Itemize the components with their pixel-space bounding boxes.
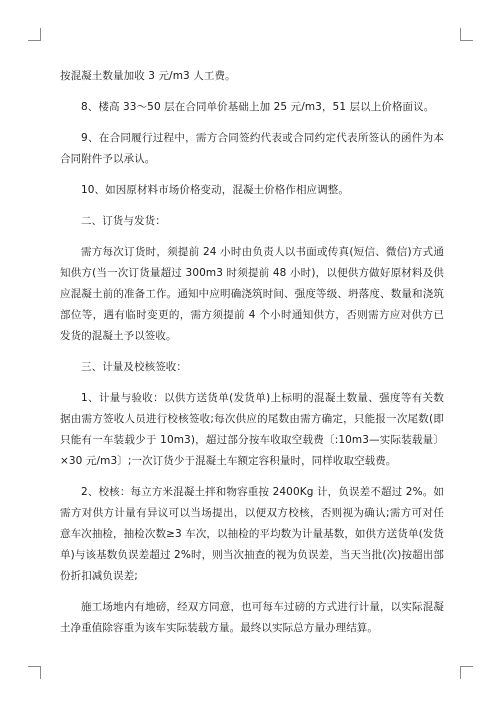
paragraph-verification: 2、校核：每立方米混凝土拌和物容重按 2400Kg 计，负误差不超过 2%。如需方对供方计量有异议可以当场提出，以便双方校核，否则视为确认;需方可对任意车次抽检，抽检次数≥3 车次，以抽检的平均数为计量基数，如供方送货单(发货单)与该基数负误差超过 2%时，则当次抽查的视为负误差，当天当批(次)按超出部份折扣减负误差;: [60, 486, 444, 582]
section-heading-metering: 三、计量及校核签收：: [81, 361, 187, 373]
paragraph-ordering-details: 需方每次订货时，须提前 24 小时由负责人以书面或传真(短信、微信)方式通知供方(当一次订货量超过 300m3 时须提前 48 小时)，以便供方做好原材料及供应混凝土前的准备工作。通知中应明确浇筑时间、强度等级、坍落度、数量和浇筑部位等，遇有临时变更的，需方须提前 4 个小时通知供方，否则需方应对供方已发货的混凝土予以签收。: [60, 246, 444, 342]
paragraph-metering-acceptance: 1、计量与验收：以供方送货单(发货单)上标明的混凝土数量、强度等有关数据由需方签收人员进行校核签收;每次供应的尾数由需方确定，只能报一次尾数(即只能有一车装载少于 10m3)，超过部分按车收取空载费〔:10m3—实际装载量〕×30 元/m3〕;一次订货少于混凝土车额定容积量时，同样收取空载费。: [60, 392, 444, 467]
paragraph-item-9: 9、在合同履行过程中，需方合同签约代表或合同约定代表所签认的函件为本合同附件予以承认。: [60, 132, 444, 165]
page-corner-mark-bottom-right: [460, 666, 473, 679]
section-heading-ordering: 二、订货与发货：: [81, 215, 166, 227]
paragraph-item-10: 10、如因原材料市场价格变动，混凝土价格作相应调整。: [81, 184, 349, 196]
page-corner-mark-bottom-left: [28, 666, 41, 679]
paragraph-labor-fee: 按混凝土数量加收 3 元/m3 人工费。: [60, 70, 236, 82]
document-body: [60, 66, 444, 649]
page-corner-mark-top-left: [28, 28, 41, 41]
paragraph-weighbridge: 施工场地内有地磅，经双方同意，也可每车过磅的方式进行计量，以实际混凝土净重值除容重为该车实际装载方量。最终以实际总方量办理结算。: [60, 601, 444, 634]
paragraph-item-8: 8、楼高 33～50 层在合同单价基础上加 25 元/m3，51 层以上价格面议。: [81, 101, 435, 113]
page-corner-mark-top-right: [460, 28, 473, 41]
